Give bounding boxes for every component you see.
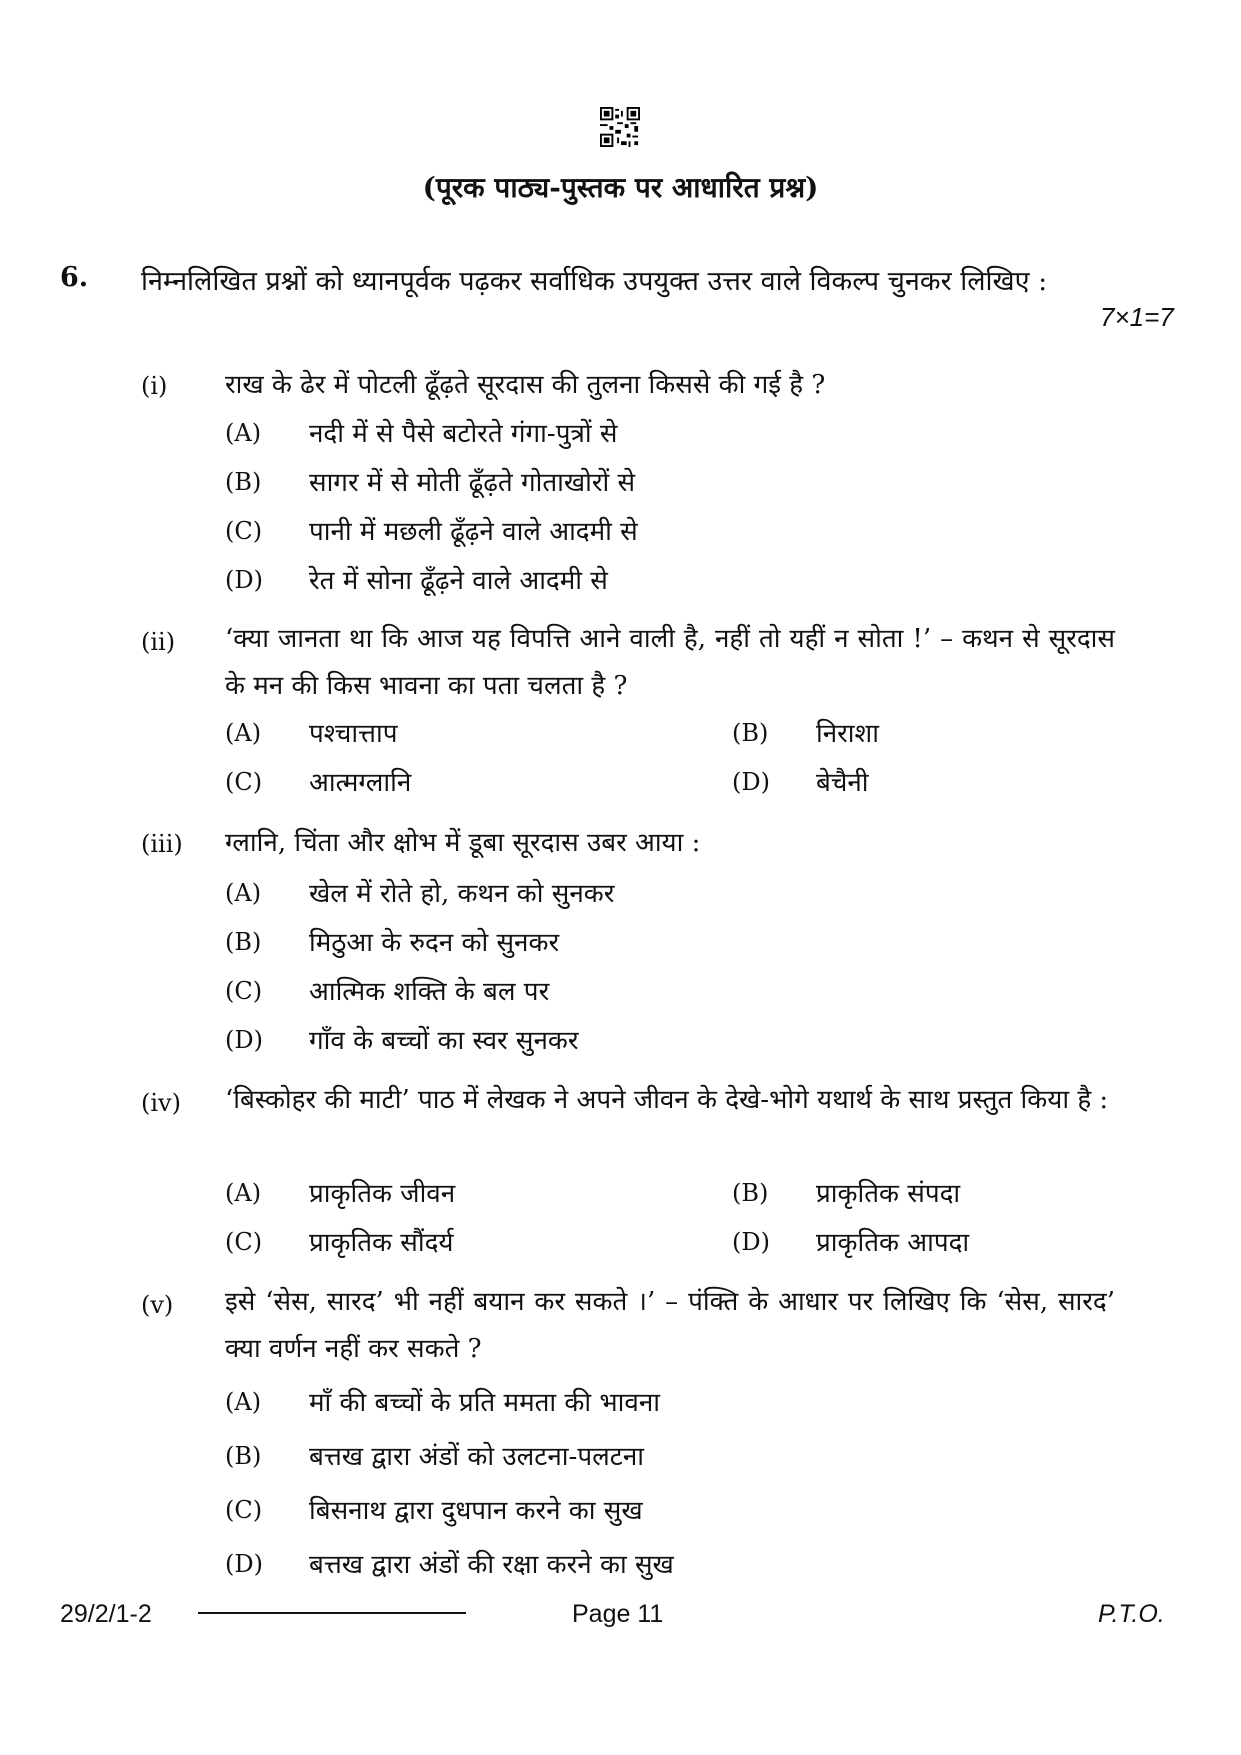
option-label: (B) (732, 719, 769, 747)
paper-code: 29/2/1-2 (60, 1600, 152, 1628)
option-text: पानी में मछली ढूँढ़ने वाले आदमी से (309, 517, 638, 547)
option-label: (A) (225, 719, 262, 747)
page-number: Page 11 (572, 1600, 664, 1628)
subquestion-text: ग्लानि, चिंता और क्षोभ में डूबा सूरदास उबर आया : (225, 828, 701, 858)
option-label: (C) (225, 1496, 263, 1524)
qr-code-icon (600, 107, 640, 147)
option-label: (D) (732, 1228, 770, 1256)
option-text: नदी में से पैसे बटोरते गंगा-पुत्रों से (309, 419, 618, 449)
option-text: बत्तख द्वारा अंडों की रक्षा करने का सुख (309, 1550, 674, 1580)
option-text: पश्चात्ताप (309, 719, 398, 749)
option-label: (D) (225, 1026, 263, 1054)
option-label: (A) (225, 1388, 262, 1416)
pto-label: P.T.O. (1098, 1600, 1165, 1628)
option-label: (A) (225, 419, 262, 447)
option-text: बेचैनी (816, 768, 869, 798)
subquestion-text: ‘क्या जानता था कि आज यह विपत्ति आने वाली है, नहीं तो यहीं न सोता !’ – कथन से सूरदास के मन की किस भावना का पता चलता है ? (225, 624, 1115, 701)
option-text: रेत में सोना ढूँढ़ने वाले आदमी से (309, 566, 608, 596)
option-label: (C) (225, 517, 263, 545)
question-text: निम्नलिखित प्रश्नों को ध्यानपूर्वक पढ़कर सर्वाधिक उपयुक्त उत्तर वाले विकल्प चुनकर लिखिए : (141, 266, 1048, 297)
option-text: मिठुआ के रुदन को सुनकर (309, 928, 560, 958)
subquestion-text: ‘बिस्कोहर की माटी’ पाठ में लेखक ने अपने जीवन के देखे-भोगे यथार्थ के साथ प्रस्तुत किया है : (225, 1085, 1109, 1115)
option-label: (B) (225, 928, 262, 956)
subquestion-label: (iii) (141, 830, 183, 858)
option-text: गाँव के बच्चों का स्वर सुनकर (309, 1026, 579, 1056)
option-text: आत्मग्लानि (309, 768, 412, 798)
option-label: (B) (225, 468, 262, 496)
option-text: बत्तख द्वारा अंडों को उलटना-पलटना (309, 1442, 644, 1472)
option-label: (A) (225, 1179, 262, 1207)
option-label: (D) (225, 566, 263, 594)
section-title: (पूरक पाठ्य-पुस्तक पर आधारित प्रश्न) (422, 171, 819, 204)
option-label: (C) (225, 977, 263, 1005)
question-number: 6. (60, 262, 89, 293)
option-text: प्राकृतिक आपदा (816, 1228, 970, 1258)
subquestion-text: इसे ‘सेस, सारद’ भी नहीं बयान कर सकते ।’ – पंक्ति के आधार पर लिखिए कि ‘सेस, सारद’ क्या वर्णन नहीं कर सकते ? (225, 1287, 1115, 1364)
option-text: प्राकृतिक सौंदर्य (309, 1228, 454, 1258)
option-label: (C) (225, 768, 263, 796)
question-marks: 7×1=7 (1100, 302, 1174, 332)
subquestion-label: (v) (141, 1291, 174, 1319)
option-text: निराशा (816, 719, 879, 749)
option-text: खेल में रोते हो, कथन को सुनकर (309, 879, 615, 909)
subquestion-text: राख के ढेर में पोटली ढूँढ़ते सूरदास की तुलना किससे की गई है ? (225, 370, 826, 400)
option-label: (C) (225, 1228, 263, 1256)
subquestion-label: (i) (141, 372, 168, 400)
subquestion-label: (ii) (141, 628, 176, 656)
footer-divider (198, 1612, 466, 1614)
option-text: आत्मिक शक्ति के बल पर (309, 977, 550, 1007)
option-text: सागर में से मोती ढूँढ़ते गोताखोरों से (309, 468, 636, 498)
option-label: (B) (732, 1179, 769, 1207)
option-label: (B) (225, 1442, 262, 1470)
option-text: माँ की बच्चों के प्रति ममता की भावना (309, 1388, 661, 1418)
subquestion-label: (iv) (141, 1089, 181, 1117)
option-label: (D) (225, 1550, 263, 1578)
option-label: (A) (225, 879, 262, 907)
option-text: प्राकृतिक जीवन (309, 1179, 456, 1209)
option-text: बिसनाथ द्वारा दुधपान करने का सुख (309, 1496, 643, 1526)
option-label: (D) (732, 768, 770, 796)
option-text: प्राकृतिक संपदा (816, 1179, 961, 1209)
